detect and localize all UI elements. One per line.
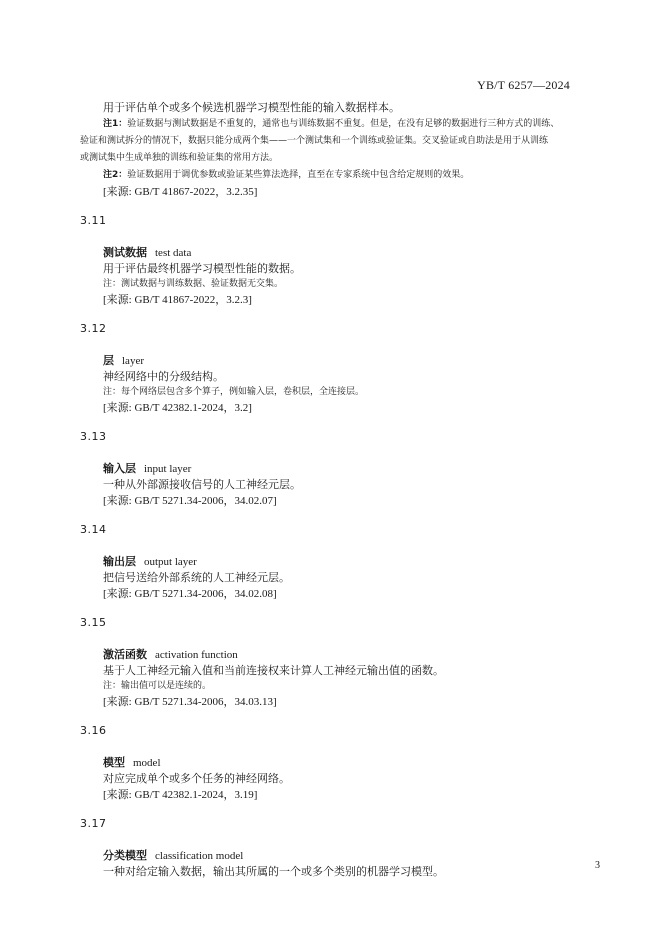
term-english: model (133, 757, 161, 769)
note-text: 验证数据用于调优参数或验证某些算法选择，直至在专家系统中包含给定规则的效果。 (127, 170, 470, 180)
clause-number: 3.13 (80, 430, 107, 443)
term-note: 注：输出值可以是连续的。 (103, 681, 212, 691)
clause-number: 3.12 (80, 322, 107, 335)
term-definition: 一种对给定输入数据，输出其所属的一个或多个类别的机器学习模型。 (103, 865, 444, 878)
term-chinese: 层 (103, 354, 114, 367)
term-note: 注：测试数据与训练数据、验证数据无交集。 (103, 279, 284, 289)
term-definition: 基于人工神经元输入值和当前连接权来计算人工神经元输出值的函数。 (103, 664, 444, 677)
term-english: input layer (144, 463, 192, 475)
term-definition: 神经网络中的分级结构。 (103, 370, 224, 383)
note-1-line-1 (80, 116, 600, 133)
term-chinese: 测试数据 (103, 246, 147, 259)
term-heading (80, 647, 600, 663)
note-label: 注2： (103, 170, 128, 180)
clause-number: 3.15 (80, 616, 107, 629)
term-heading (80, 554, 600, 570)
note-2 (80, 167, 600, 184)
term-english: activation function (155, 649, 238, 661)
term-heading (80, 848, 600, 864)
standard-code: YB/T 6257—2024 (477, 78, 570, 92)
term-chinese: 激活函数 (103, 648, 147, 661)
page-content (80, 100, 600, 880)
term-heading (80, 461, 600, 477)
source-reference: [来源: GB/T 5271.34-2006，34.02.08] (103, 588, 277, 600)
note-1-line-3: 或测试集中生成单独的训练和验证集的常用方法。 (80, 153, 279, 163)
term-heading (80, 245, 600, 261)
source-reference: [来源: GB/T 41867-2022，3.2.3] (103, 294, 252, 306)
clause-number: 3.14 (80, 523, 107, 536)
term-heading (80, 755, 600, 771)
source-reference: [来源: GB/T 5271.34-2006，34.02.07] (103, 495, 277, 507)
term-english: layer (122, 355, 144, 367)
term-chinese: 分类模型 (103, 849, 147, 862)
definition-text: 用于评估单个或多个候选机器学习模型性能的输入数据样本。 (103, 101, 400, 114)
source-reference: [来源: GB/T 42382.1-2024，3.2] (103, 402, 252, 414)
source-reference: [来源: GB/T 41867-2022，3.2.35] (103, 186, 258, 198)
term-note: 注：每个网络层包含多个算子，例如输入层，卷积层，全连接层。 (103, 387, 365, 397)
term-chinese: 输出层 (103, 555, 136, 568)
term-definition: 用于评估最终机器学习模型性能的数据。 (103, 262, 301, 275)
term-definition: 对应完成单个或多个任务的神经网络。 (103, 772, 290, 785)
clause-number: 3.16 (80, 724, 107, 737)
source-reference: [来源: GB/T 5271.34-2006，34.03.13] (103, 696, 277, 708)
note-text: 验证数据与测试数据是不重复的，通常也与训练数据不重复。但是，在没有足够的数据进行三种方式的训练、 (127, 119, 560, 129)
clause-number: 3.11 (80, 214, 107, 227)
term-english: classification model (155, 850, 244, 862)
term-definition: 把信号送给外部系统的人工神经元层。 (103, 571, 290, 584)
source-reference: [来源: GB/T 42382.1-2024，3.19] (103, 789, 258, 801)
page-number: 3 (595, 860, 600, 871)
clause-number: 3.17 (80, 817, 107, 830)
term-heading (80, 353, 600, 369)
term-english: output layer (144, 556, 197, 568)
term-chinese: 输入层 (103, 462, 136, 475)
term-chinese: 模型 (103, 756, 125, 769)
term-english: test data (155, 247, 192, 259)
note-label: 注1： (103, 119, 128, 129)
term-definition: 一种从外部源接收信号的人工神经元层。 (103, 478, 301, 491)
note-1-line-2: 验证和测试拆分的情况下，数据只能分成两个集——一个测试集和一个训练或验证集。交叉验证或自助法是用于从训练 (80, 136, 549, 146)
